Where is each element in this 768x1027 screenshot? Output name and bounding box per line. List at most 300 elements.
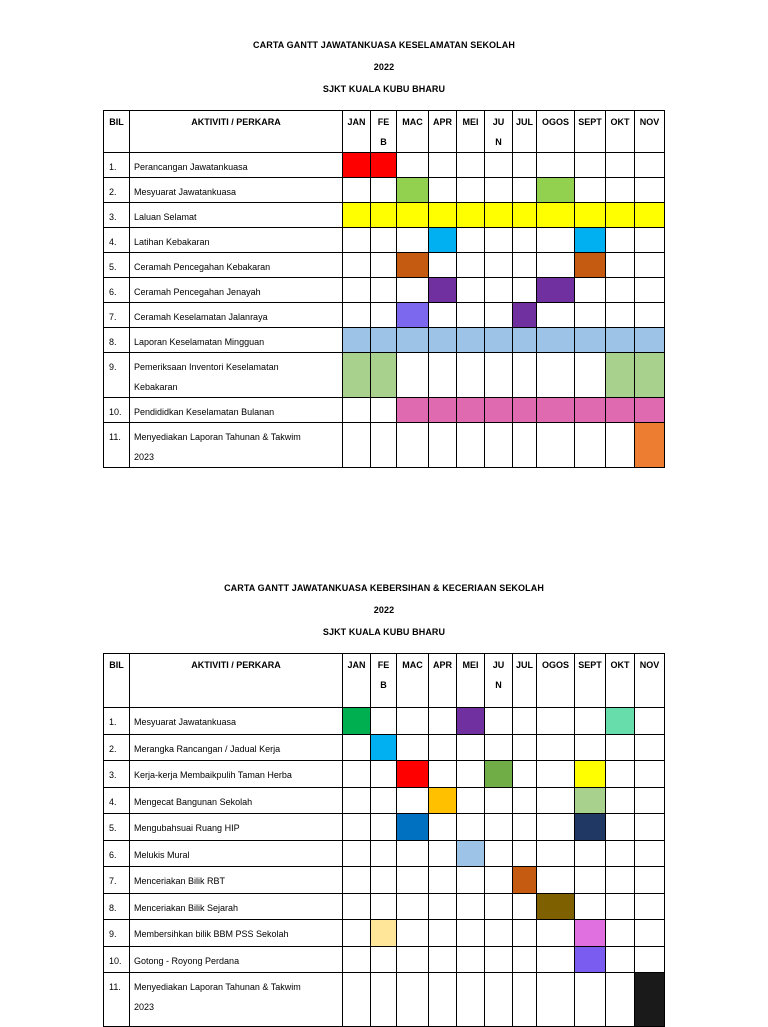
month-cell [606, 973, 635, 1027]
activity-label: Ceramah Keselamatan Jalanraya [130, 303, 343, 328]
month-cell [485, 894, 513, 920]
month-cell [343, 278, 371, 303]
header-month: APR [429, 111, 457, 153]
row-number: 11. [104, 423, 130, 468]
month-cell [635, 708, 665, 735]
header-month: MEI [457, 111, 485, 153]
activity-label: Pemeriksaan Inventori Keselamatan Kebakaran [130, 353, 343, 398]
month-cell [457, 178, 485, 203]
scheduled-cell [457, 841, 485, 867]
month-cell [537, 973, 575, 1027]
table-row [104, 761, 665, 788]
month-cell [343, 788, 371, 814]
activity-label: Melukis Mural [130, 841, 343, 867]
month-cell [635, 841, 665, 867]
scheduled-cell [606, 328, 635, 353]
month-cell [429, 303, 457, 328]
month-cell [485, 708, 513, 735]
month-cell [606, 894, 635, 920]
month-cell [397, 153, 429, 178]
month-cell [457, 947, 485, 973]
month-cell [606, 178, 635, 203]
month-cell [606, 920, 635, 947]
row-number: 8. [104, 894, 130, 920]
scheduled-cell [397, 178, 429, 203]
scheduled-cell [606, 353, 635, 398]
month-cell [429, 841, 457, 867]
month-cell [537, 423, 575, 468]
month-cell [537, 228, 575, 253]
month-cell [485, 253, 513, 278]
month-cell [635, 920, 665, 947]
scheduled-cell [485, 203, 513, 228]
month-cell [575, 278, 606, 303]
month-cell [485, 178, 513, 203]
scheduled-cell [371, 328, 397, 353]
header-month: NOV [635, 111, 665, 153]
scheduled-cell [397, 328, 429, 353]
scheduled-cell [429, 328, 457, 353]
month-cell [575, 353, 606, 398]
table-row [104, 398, 665, 423]
month-cell [371, 761, 397, 788]
scheduled-cell [635, 973, 665, 1027]
month-cell [575, 894, 606, 920]
chart-school: SJKT KUALA KUBU BHARU [322, 627, 446, 637]
scheduled-cell [457, 708, 485, 735]
table-row [104, 423, 665, 468]
row-number: 11. [104, 973, 130, 1027]
month-cell [371, 278, 397, 303]
row-number: 6. [104, 278, 130, 303]
activity-label: Laluan Selamat [130, 203, 343, 228]
activity-label: Mengubahsuai Ruang HIP [130, 814, 343, 841]
month-cell [537, 867, 575, 894]
scheduled-cell [429, 278, 457, 303]
month-cell [429, 153, 457, 178]
scheduled-cell [397, 398, 429, 423]
month-cell [457, 278, 485, 303]
month-cell [429, 178, 457, 203]
row-number: 2. [104, 178, 130, 203]
scheduled-cell [575, 947, 606, 973]
scheduled-cell [537, 398, 575, 423]
month-cell [371, 228, 397, 253]
table-row [104, 153, 665, 178]
month-cell [457, 788, 485, 814]
month-cell [485, 867, 513, 894]
scheduled-cell [343, 328, 371, 353]
scheduled-cell [537, 894, 575, 920]
month-cell [457, 423, 485, 468]
month-cell [537, 841, 575, 867]
month-cell [513, 761, 537, 788]
month-cell [513, 228, 537, 253]
scheduled-cell [537, 178, 575, 203]
scheduled-cell [513, 398, 537, 423]
month-cell [371, 398, 397, 423]
month-cell [537, 761, 575, 788]
header-month: MAC [397, 654, 429, 708]
table-row [104, 735, 665, 761]
scheduled-cell [575, 761, 606, 788]
scheduled-cell [485, 398, 513, 423]
month-cell [371, 841, 397, 867]
month-cell [397, 708, 429, 735]
month-cell [575, 973, 606, 1027]
month-cell [513, 920, 537, 947]
month-cell [485, 303, 513, 328]
month-cell [371, 423, 397, 468]
month-cell [606, 788, 635, 814]
header-month: SEPT [575, 111, 606, 153]
month-cell [343, 253, 371, 278]
month-cell [429, 353, 457, 398]
month-cell [343, 178, 371, 203]
row-number: 3. [104, 203, 130, 228]
table-row [104, 841, 665, 867]
month-cell [429, 894, 457, 920]
scheduled-cell [397, 303, 429, 328]
month-cell [537, 920, 575, 947]
scheduled-cell [371, 203, 397, 228]
scheduled-cell [575, 788, 606, 814]
month-cell [485, 735, 513, 761]
month-cell [635, 303, 665, 328]
month-cell [575, 153, 606, 178]
month-cell [343, 867, 371, 894]
month-cell [513, 814, 537, 841]
month-cell [343, 894, 371, 920]
month-cell [485, 841, 513, 867]
month-cell [371, 973, 397, 1027]
month-cell [343, 228, 371, 253]
month-cell [457, 353, 485, 398]
month-cell [485, 814, 513, 841]
scheduled-cell [606, 203, 635, 228]
activity-label: Ceramah Pencegahan Kebakaran [130, 253, 343, 278]
scheduled-cell [371, 153, 397, 178]
month-cell [635, 278, 665, 303]
table-row [104, 894, 665, 920]
activity-label: Menceriakan Bilik RBT [130, 867, 343, 894]
scheduled-cell [397, 761, 429, 788]
table-row [104, 203, 665, 228]
month-cell [635, 253, 665, 278]
month-cell [606, 947, 635, 973]
chart-year: 2022 [373, 62, 395, 72]
month-cell [635, 153, 665, 178]
month-cell [537, 735, 575, 761]
month-cell [485, 947, 513, 973]
month-cell [457, 973, 485, 1027]
scheduled-cell [537, 328, 575, 353]
row-number: 4. [104, 788, 130, 814]
header-activity: AKTIVITI / PERKARA [130, 111, 343, 153]
scheduled-cell [343, 708, 371, 735]
month-cell [635, 228, 665, 253]
activity-label: Membersihkan bilik BBM PSS Sekolah [130, 920, 343, 947]
scheduled-cell [343, 203, 371, 228]
month-cell [513, 947, 537, 973]
header-month: OKT [606, 111, 635, 153]
month-cell [371, 894, 397, 920]
month-cell [457, 761, 485, 788]
scheduled-cell [513, 867, 537, 894]
header-month: JU N [485, 111, 513, 153]
scheduled-cell [513, 328, 537, 353]
month-cell [429, 920, 457, 947]
scheduled-cell [371, 353, 397, 398]
month-cell [429, 708, 457, 735]
month-cell [343, 814, 371, 841]
month-cell [635, 867, 665, 894]
table-row [104, 278, 665, 303]
month-cell [397, 278, 429, 303]
header-bil: BIL [104, 111, 130, 153]
chart-school: SJKT KUALA KUBU BHARU [322, 84, 446, 94]
header-month: MAC [397, 111, 429, 153]
month-cell [513, 253, 537, 278]
month-cell [371, 947, 397, 973]
header-month: JUL [513, 654, 537, 708]
month-cell [429, 735, 457, 761]
scheduled-cell [575, 814, 606, 841]
month-cell [371, 867, 397, 894]
table-row [104, 788, 665, 814]
month-cell [397, 867, 429, 894]
month-cell [397, 947, 429, 973]
month-cell [371, 253, 397, 278]
month-cell [429, 761, 457, 788]
month-cell [397, 841, 429, 867]
scheduled-cell [429, 228, 457, 253]
scheduled-cell [575, 398, 606, 423]
scheduled-cell [635, 328, 665, 353]
month-cell [606, 735, 635, 761]
scheduled-cell [575, 203, 606, 228]
scheduled-cell [635, 423, 665, 468]
scheduled-cell [343, 353, 371, 398]
scheduled-cell [397, 203, 429, 228]
month-cell [485, 423, 513, 468]
month-cell [343, 735, 371, 761]
month-cell [575, 867, 606, 894]
month-cell [343, 920, 371, 947]
table-row [104, 867, 665, 894]
month-cell [485, 153, 513, 178]
activity-label: Pendididkan Keselamatan Bulanan [130, 398, 343, 423]
gantt-table [103, 110, 665, 468]
month-cell [513, 708, 537, 735]
row-number: 9. [104, 920, 130, 947]
scheduled-cell [513, 303, 537, 328]
month-cell [429, 947, 457, 973]
row-number: 3. [104, 761, 130, 788]
month-cell [606, 228, 635, 253]
activity-label: Perancangan Jawatankuasa [130, 153, 343, 178]
month-cell [457, 153, 485, 178]
month-cell [513, 894, 537, 920]
month-cell [429, 253, 457, 278]
month-cell [513, 788, 537, 814]
month-cell [606, 867, 635, 894]
month-cell [635, 814, 665, 841]
header-month: FE B [371, 654, 397, 708]
month-cell [513, 841, 537, 867]
scheduled-cell [429, 788, 457, 814]
month-cell [537, 708, 575, 735]
month-cell [457, 303, 485, 328]
month-cell [513, 278, 537, 303]
month-cell [485, 788, 513, 814]
table-row [104, 253, 665, 278]
month-cell [397, 788, 429, 814]
month-cell [371, 178, 397, 203]
row-number: 2. [104, 735, 130, 761]
scheduled-cell [371, 920, 397, 947]
activity-label: Ceramah Pencegahan Jenayah [130, 278, 343, 303]
month-cell [635, 894, 665, 920]
activity-label: Mengecat Bangunan Sekolah [130, 788, 343, 814]
scheduled-cell [575, 253, 606, 278]
month-cell [371, 303, 397, 328]
scheduled-cell [537, 203, 575, 228]
scheduled-cell [485, 328, 513, 353]
month-cell [429, 814, 457, 841]
month-cell [343, 973, 371, 1027]
scheduled-cell [371, 735, 397, 761]
month-cell [537, 253, 575, 278]
month-cell [513, 973, 537, 1027]
month-cell [429, 423, 457, 468]
month-cell [343, 398, 371, 423]
chart-title: CARTA GANTT JAWATANKUASA KESELAMATAN SEKOLAH [253, 40, 515, 50]
scheduled-cell [606, 708, 635, 735]
header-month: NOV [635, 654, 665, 708]
month-cell [635, 788, 665, 814]
month-cell [537, 153, 575, 178]
row-number: 1. [104, 708, 130, 735]
month-cell [397, 973, 429, 1027]
month-cell [606, 253, 635, 278]
header-month: JAN [343, 654, 371, 708]
table-row [104, 353, 665, 398]
table-row [104, 708, 665, 735]
month-cell [635, 735, 665, 761]
month-cell [606, 423, 635, 468]
header-row [104, 111, 665, 153]
month-cell [513, 353, 537, 398]
month-cell [606, 761, 635, 788]
month-cell [429, 973, 457, 1027]
scheduled-cell [575, 228, 606, 253]
month-cell [575, 423, 606, 468]
month-cell [513, 423, 537, 468]
month-cell [397, 423, 429, 468]
activity-label: Menyediakan Laporan Tahunan & Takwim 2023 [130, 423, 343, 468]
month-cell [635, 947, 665, 973]
month-cell [343, 841, 371, 867]
row-number: 7. [104, 867, 130, 894]
row-number: 5. [104, 253, 130, 278]
month-cell [397, 353, 429, 398]
month-cell [343, 423, 371, 468]
header-month: SEPT [575, 654, 606, 708]
activity-label: Mesyuarat Jawatankuasa [130, 178, 343, 203]
scheduled-cell [397, 253, 429, 278]
scheduled-cell [429, 203, 457, 228]
month-cell [635, 178, 665, 203]
month-cell [575, 178, 606, 203]
scheduled-cell [457, 398, 485, 423]
month-cell [485, 353, 513, 398]
month-cell [537, 303, 575, 328]
row-number: 4. [104, 228, 130, 253]
month-cell [485, 973, 513, 1027]
month-cell [513, 153, 537, 178]
month-cell [457, 228, 485, 253]
header-month: FE B [371, 111, 397, 153]
scheduled-cell [575, 328, 606, 353]
chart-title: CARTA GANTT JAWATANKUASA KEBERSIHAN & KECERIAAN SEKOLAH [224, 583, 544, 593]
month-cell [575, 708, 606, 735]
scheduled-cell [457, 328, 485, 353]
scheduled-cell [397, 814, 429, 841]
scheduled-cell [635, 203, 665, 228]
table-row [104, 303, 665, 328]
month-cell [606, 278, 635, 303]
scheduled-cell [513, 203, 537, 228]
month-cell [606, 814, 635, 841]
month-cell [457, 253, 485, 278]
row-number: 1. [104, 153, 130, 178]
month-cell [343, 761, 371, 788]
month-cell [397, 894, 429, 920]
scheduled-cell [343, 153, 371, 178]
month-cell [397, 920, 429, 947]
activity-label: Menyediakan Laporan Tahunan & Takwim 2023 [130, 973, 343, 1027]
table-row [104, 228, 665, 253]
month-cell [343, 303, 371, 328]
month-cell [537, 947, 575, 973]
month-cell [537, 788, 575, 814]
month-cell [513, 178, 537, 203]
table-row [104, 328, 665, 353]
header-row [104, 654, 665, 708]
month-cell [457, 814, 485, 841]
month-cell [371, 788, 397, 814]
header-month: OKT [606, 654, 635, 708]
header-month: JUL [513, 111, 537, 153]
month-cell [371, 814, 397, 841]
scheduled-cell [606, 398, 635, 423]
activity-label: Kerja-kerja Membaikpulih Taman Herba [130, 761, 343, 788]
activity-label: Merangka Rancangan / Jadual Kerja [130, 735, 343, 761]
scheduled-cell [635, 353, 665, 398]
month-cell [485, 228, 513, 253]
scheduled-cell [485, 761, 513, 788]
month-cell [485, 920, 513, 947]
header-month: JU N [485, 654, 513, 708]
month-cell [371, 708, 397, 735]
table-row [104, 178, 665, 203]
month-cell [575, 303, 606, 328]
table-row [104, 920, 665, 947]
scheduled-cell [429, 398, 457, 423]
month-cell [606, 153, 635, 178]
table-row [104, 814, 665, 841]
